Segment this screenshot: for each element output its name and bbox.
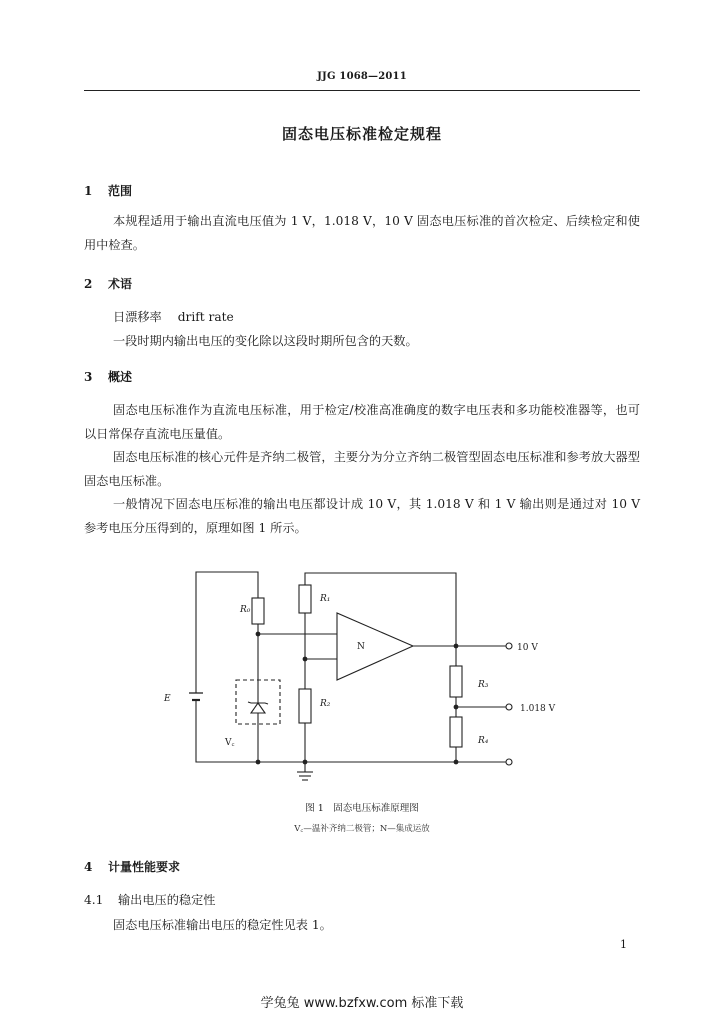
terminal-common	[506, 759, 512, 765]
label-vz: V꜀	[225, 738, 235, 748]
label-r2: R₂	[320, 699, 331, 709]
junction-dot	[303, 657, 308, 662]
terminal-1018v	[506, 704, 512, 710]
junction-dot	[454, 705, 459, 710]
label-e: E	[164, 694, 171, 704]
term-definition: 一段时期内输出电压的变化除以这段时期所包含的天数。	[113, 334, 418, 348]
page-number: 1	[620, 938, 627, 951]
section-title: 范围	[108, 184, 133, 198]
wire-bottom-left	[196, 700, 258, 762]
junction-dot	[303, 760, 308, 765]
resistor-r3	[450, 666, 462, 697]
footer-watermark: 学兔兔 www.bzfxw.com 标准下载	[260, 996, 464, 1011]
section-1-paragraph: 本规程适用于输出直流电压值为 1 V，1.018 V，10 V 固态电压标准的首次检定、后续检定和使用中检查。	[84, 214, 640, 252]
section-2-heading	[84, 275, 132, 292]
section-number: 1	[84, 184, 93, 198]
junction-dot	[256, 632, 261, 637]
label-output-1018v: 1.018 V	[520, 704, 556, 714]
junction-dot	[454, 760, 459, 765]
label-r3: R₃	[478, 680, 489, 690]
section-1-heading	[84, 182, 132, 199]
wire-top-left	[196, 572, 258, 693]
section-title: 计量性能要求	[108, 860, 181, 874]
term-en: drift rate	[177, 310, 234, 324]
resistor-r1	[299, 585, 311, 613]
section-number: 3	[84, 370, 93, 384]
zener-diode-body	[251, 703, 265, 713]
resistor-r4	[450, 717, 462, 747]
section-number: 4	[84, 860, 93, 874]
label-output-10v: 10 V	[517, 643, 538, 653]
figure-note: V꜀—温补齐纳二极管；N—集成运放	[294, 824, 430, 834]
section-title: 术语	[108, 277, 133, 291]
circuit-diagram	[150, 562, 570, 787]
junction-dot	[454, 644, 459, 649]
section-3-heading	[84, 368, 132, 385]
term-zh: 日漂移率	[113, 310, 162, 324]
subsection-title: 输出电压的稳定性	[118, 893, 216, 907]
section-title: 概述	[108, 370, 133, 384]
junction-dot	[256, 760, 261, 765]
page-title: 固态电压标准检定规程	[281, 125, 442, 143]
section-4-heading	[84, 858, 180, 875]
op-amp-triangle	[337, 613, 413, 680]
section-3-paragraph-2: 固态电压标准的核心元件是齐纳二极管，主要分为分立齐纳二极管型固态电压标准和参考放大器型固态电压标准。	[84, 450, 640, 488]
term-line	[113, 308, 234, 325]
section-3-paragraph-1: 固态电压标准作为直流电压标准，用于检定/校准高准确度的数字电压表和多功能校准器等，也可以日常保存直流电压量值。	[84, 403, 640, 441]
subsection-4-1-heading	[84, 891, 216, 908]
terminal-10v	[506, 643, 512, 649]
label-r1: R₁	[320, 594, 331, 604]
label-n: N	[357, 642, 365, 652]
resistor-r2	[299, 689, 311, 723]
subsection-number: 4.1	[84, 893, 104, 907]
document-code-header: JJG 1068—2011	[317, 71, 407, 82]
resistor-r0	[252, 598, 264, 624]
label-r4: R₄	[478, 736, 489, 746]
section-3-paragraph-3: 一般情况下固态电压标准的输出电压都设计成 10 V，其 1.018 V 和 1 V 输出则是通过对 10 V 参考电压分压得到的，原理如图 1 所示。	[84, 497, 640, 535]
label-r0: R₀	[240, 605, 251, 615]
header-rule	[84, 90, 640, 91]
section-number: 2	[84, 277, 93, 291]
figure-caption: 图 1 固态电压标准原理图	[305, 803, 419, 814]
subsection-4-1-paragraph: 固态电压标准输出电压的稳定性见表 1。	[113, 918, 332, 932]
